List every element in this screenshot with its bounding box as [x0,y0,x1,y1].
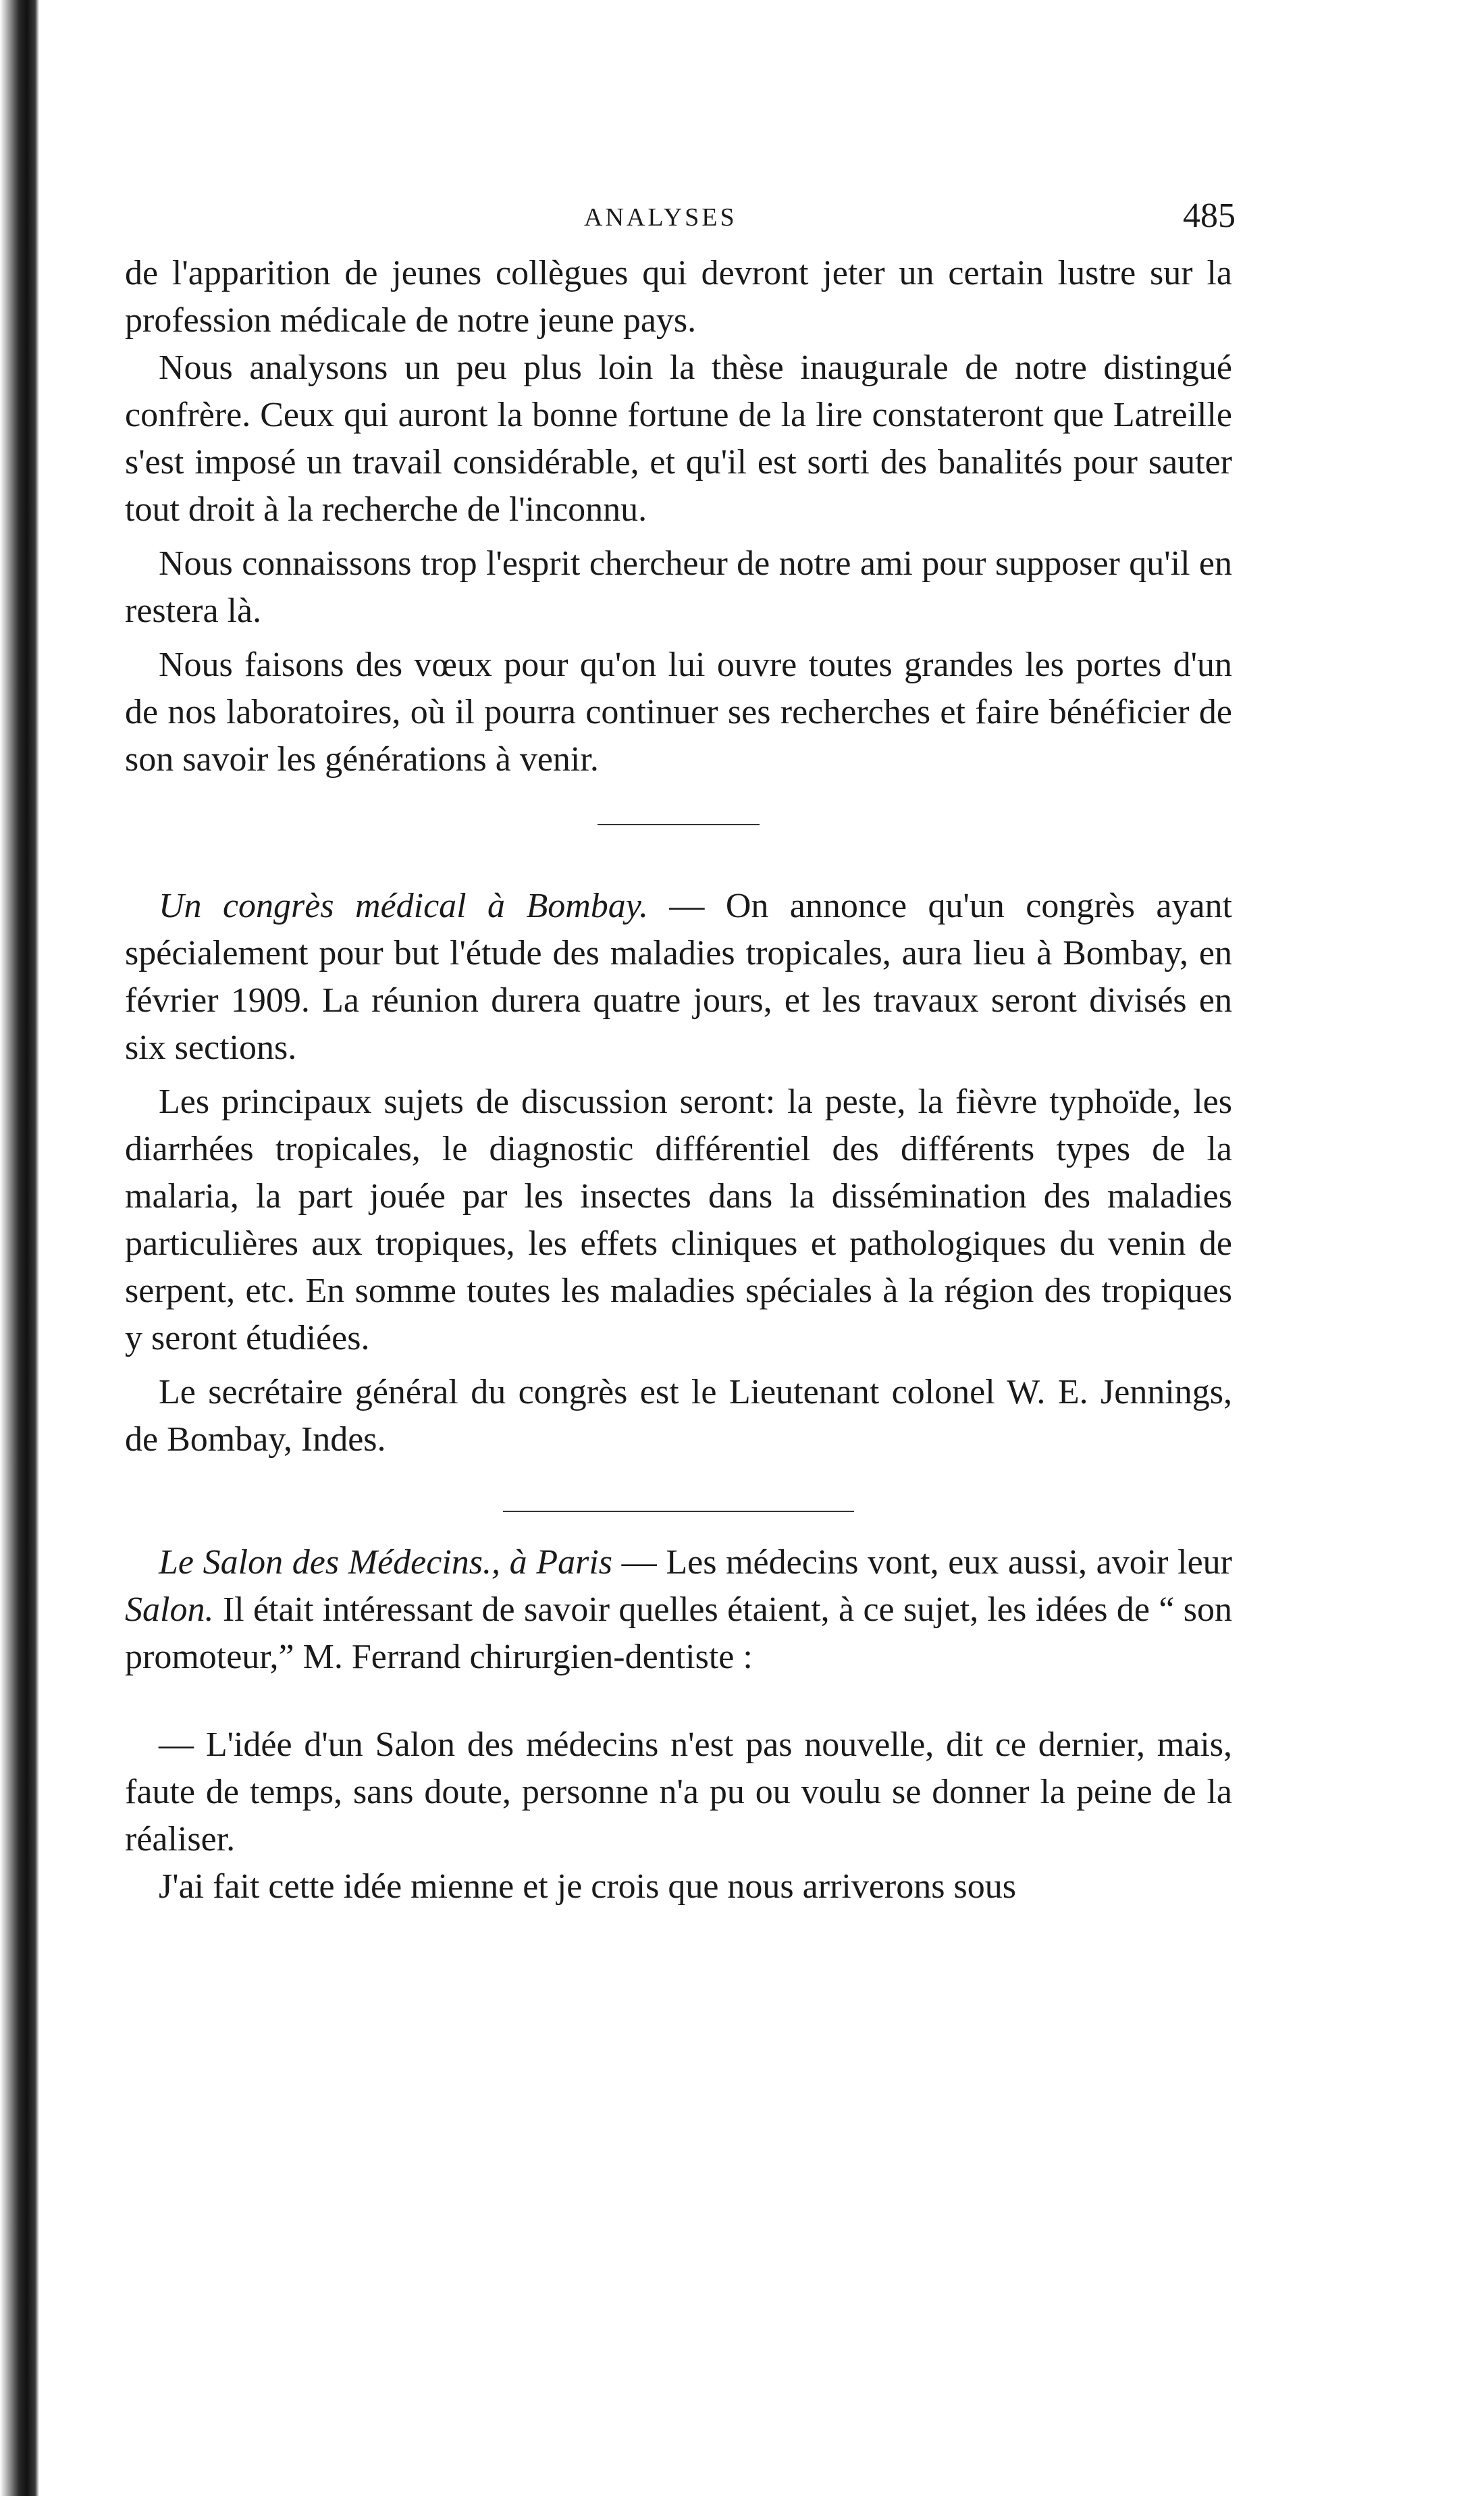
section-bombay-congress [125,883,1232,1463]
paragraph: Les principaux sujets de discussion seront: la peste, la fièvre typhoïde, les diarrhées tropicales, le diagnostic différentiel des différents types de la malaria, la part jouée par les insectes dans la dissémination des maladies particulières aux tropiques, les effets cliniques et pathologiques du venin de serpent, etc. En somme toutes les maladies spéciales à la région des tropiques y seront étudiées. [125,1083,1232,1357]
running-head: ANALYSES [584,203,737,232]
page-number: 485 [1183,197,1236,235]
italic-word: Salon. [125,1590,214,1629]
paragraph: Nous analysons un peu plus loin la thèse inaugurale de notre distingué confrère. Ceux qui auront la bonne fortune de la lire constateront que Latreille s'est imposé un travail considérable, et qu'il est sorti des banalités pour sauter tout droit à la recherche de l'inconnu. [125,348,1232,529]
paragraph [125,1539,1232,1681]
paragraph: Nous faisons des vœux pour qu'on lui ouvre toutes grandes les portes d'un de nos laboratoires, où il pourra continuer ses recherches et faire bénéficier de son savoir les générations à venir. [125,646,1232,779]
paragraph-text: — Les médecins vont, eux aussi, avoir leur [612,1543,1232,1582]
paragraph [125,883,1232,1072]
paragraph: Nous connaissons trop l'esprit chercheur de notre ami pour supposer qu'il en restera là. [125,544,1232,630]
page-header [125,196,1236,250]
document-page [125,196,1236,1910]
section-title: Un congrès médical à Bombay. [159,887,648,925]
section-latreille [125,250,1232,783]
section-salon-des-medecins [125,1539,1232,1910]
section-divider [503,1511,854,1512]
quoted-paragraph: — L'idée d'un Salon des médecins n'est pas nouvelle, dit ce dernier, mais, faute de temps, sans doute, personne n'a pu ou voulu se donner la peine de la réaliser. [125,1725,1232,1858]
quoted-paragraph: J'ai fait cette idée mienne et je crois que nous arriverons sous [159,1867,1016,1906]
section-title: Le Salon des Médecins., à Paris [159,1543,613,1582]
book-binding-edge [0,0,39,2496]
paragraph: Le secrétaire général du congrès est le Lieutenant colonel W. E. Jennings, de Bombay, Indes. [125,1373,1232,1459]
paragraph-text: — On annonce qu'un congrès ayant spécialement pour but l'étude des maladies tropicales, aura lieu à Bombay, en février 1909. La réunion durera quatre jours, et les travaux seront divisés en six sections. [125,887,1232,1067]
paragraph: de l'apparition de jeunes collègues qui devront jeter un certain lustre sur la profession médicale de notre jeune pays. [125,254,1232,340]
section-divider [598,824,760,825]
paragraph-text: Il était intéressant de savoir quelles étaient, à ce sujet, les idées de “ son promoteur,” M. Ferrand chirurgien-dentiste : [125,1590,1232,1676]
